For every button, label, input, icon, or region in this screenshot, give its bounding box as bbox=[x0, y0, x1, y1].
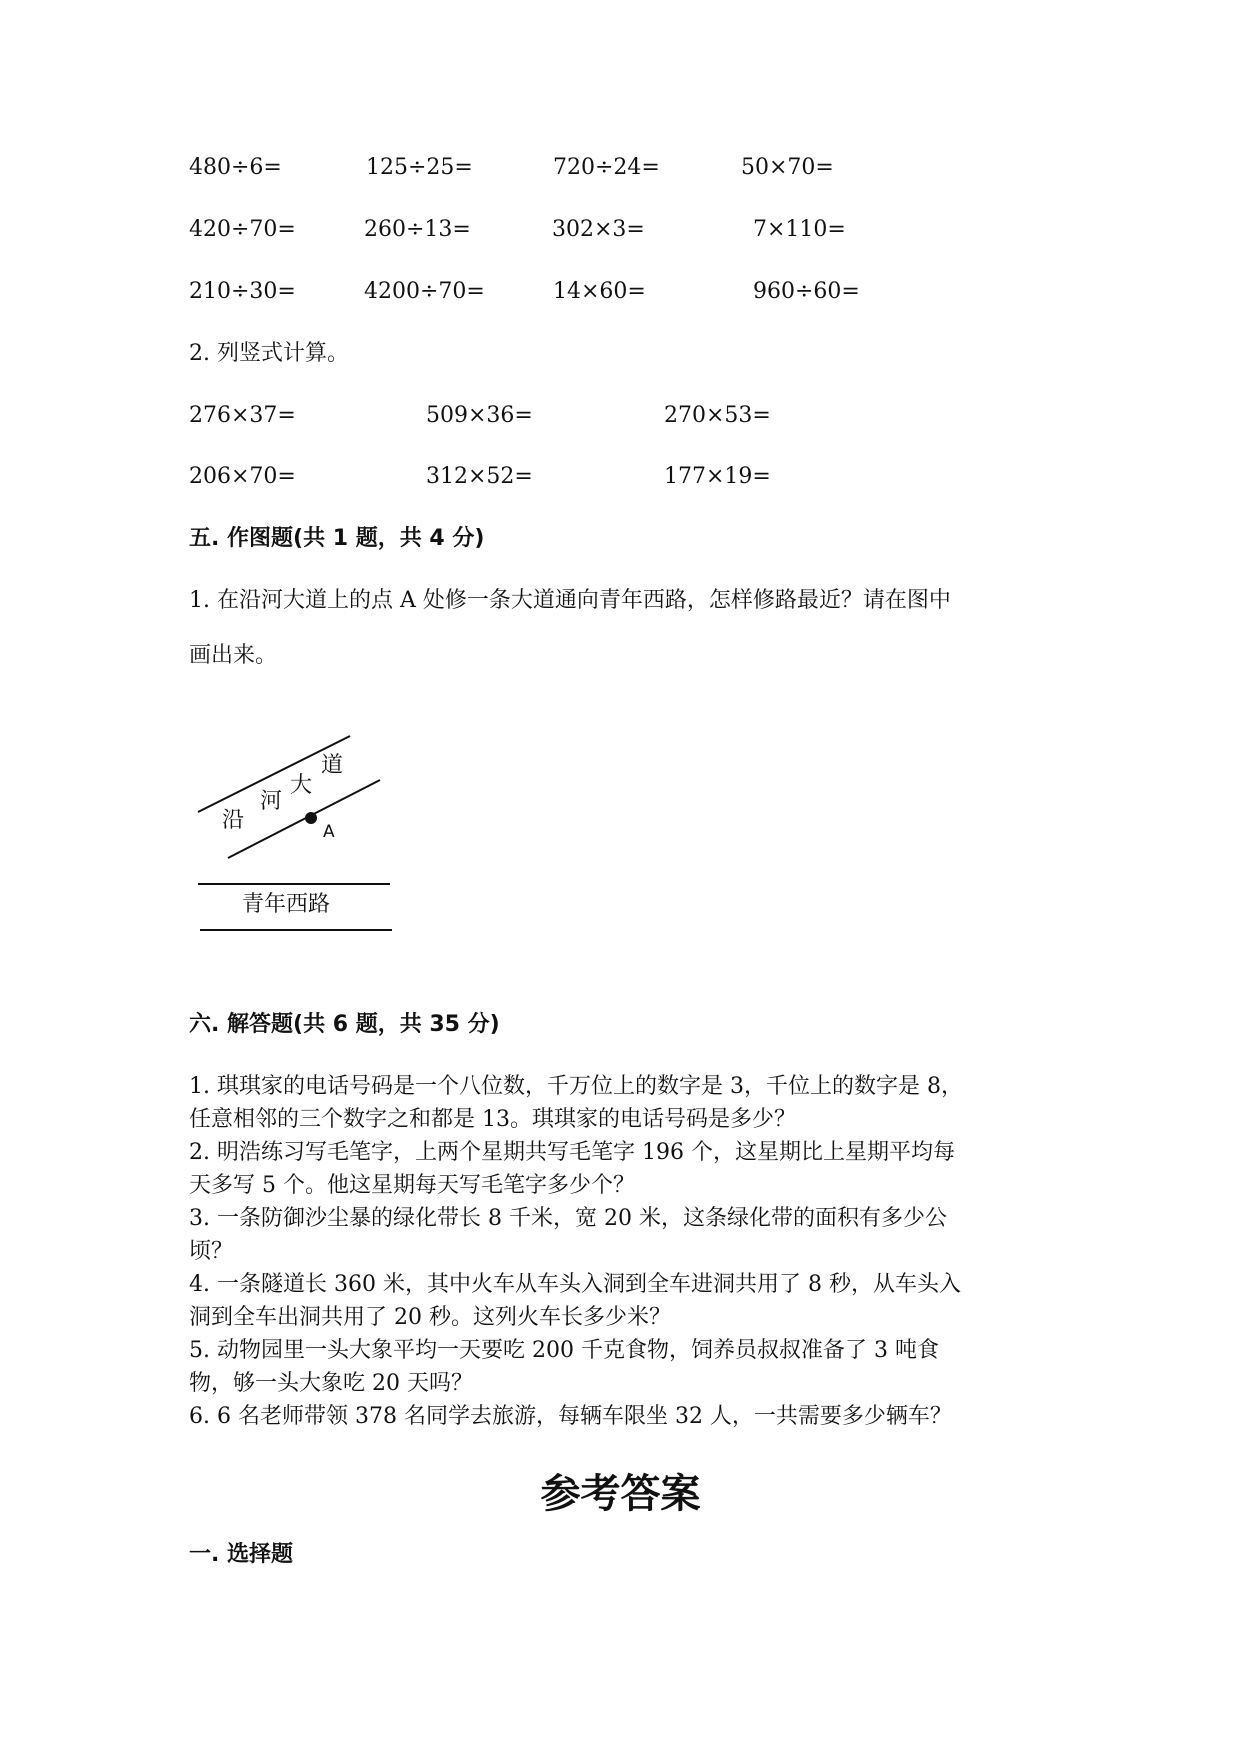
vertical-calc-instruction: 2. 列竖式计算。 bbox=[189, 341, 349, 366]
section5-question-cont: 画出来。 bbox=[189, 643, 278, 668]
street-label: 青年西路 bbox=[242, 892, 331, 917]
road-char-1: 沿 bbox=[222, 808, 245, 833]
answers-title: 参考答案 bbox=[540, 1471, 701, 1517]
vertical-calc-item: 177×19= bbox=[664, 464, 771, 489]
oral-calc-item: 50×70= bbox=[741, 155, 834, 180]
point-a-label: A bbox=[323, 822, 335, 842]
oral-calc-item: 302×3= bbox=[552, 217, 645, 242]
oral-calc-item: 260÷13= bbox=[364, 217, 471, 242]
oral-calc-item: 7×110= bbox=[753, 217, 846, 242]
road-char-2: 河 bbox=[260, 789, 283, 814]
oral-calc-item: 4200÷70= bbox=[364, 279, 485, 304]
question-line: 4. 一条隧道长 360 米，其中火车从车头入洞到全车进洞共用了 8 秒，从车头入 bbox=[189, 1272, 961, 1297]
section5-heading: 五. 作图题(共 1 题，共 4 分) bbox=[189, 526, 485, 551]
oral-calc-item: 720÷24= bbox=[553, 155, 660, 180]
section5-question: 1. 在沿河大道上的点 A 处修一条大道通向青年西路，怎样修路最近？请在图中 bbox=[189, 588, 951, 613]
oral-calc-item: 125÷25= bbox=[366, 155, 473, 180]
oral-calc-item: 210÷30= bbox=[189, 279, 296, 304]
oral-calc-item: 960÷60= bbox=[753, 279, 860, 304]
oral-calc-item: 480÷6= bbox=[189, 155, 282, 180]
road-char-3: 大 bbox=[290, 773, 313, 798]
road-char-4: 道 bbox=[321, 753, 344, 778]
vertical-calc-item: 206×70= bbox=[189, 464, 296, 489]
question-line: 洞到全车出洞共用了 20 秒。这列火车长多少米？ bbox=[189, 1305, 671, 1330]
answers-section1-heading: 一. 选择题 bbox=[189, 1542, 294, 1567]
question-line: 顷？ bbox=[189, 1239, 234, 1264]
question-line: 1. 琪琪家的电话号码是一个八位数，千万位上的数字是 3，千位上的数字是 8， bbox=[189, 1074, 963, 1099]
vertical-calc-item: 312×52= bbox=[426, 464, 533, 489]
section6-heading: 六. 解答题(共 6 题，共 35 分) bbox=[189, 1012, 500, 1037]
road-diagram bbox=[190, 720, 410, 950]
oral-calc-item: 420÷70= bbox=[189, 217, 296, 242]
question-line: 3. 一条防御沙尘暴的绿化带长 8 千米，宽 20 米，这条绿化带的面积有多少公 bbox=[189, 1206, 947, 1231]
vertical-calc-item: 270×53= bbox=[664, 403, 771, 428]
question-line: 任意相邻的三个数字之和都是 13。琪琪家的电话号码是多少？ bbox=[189, 1107, 796, 1132]
question-line: 天多写 5 个。他这星期每天写毛笔字多少个？ bbox=[189, 1173, 635, 1198]
point-a-dot bbox=[305, 812, 317, 824]
question-line: 物，够一头大象吃 20 天吗？ bbox=[189, 1371, 473, 1396]
question-line: 6. 6 名老师带领 378 名同学去旅游，每辆车限坐 32 人，一共需要多少辆车？ bbox=[189, 1404, 952, 1429]
vertical-calc-item: 276×37= bbox=[189, 403, 296, 428]
oral-calc-item: 14×60= bbox=[553, 279, 646, 304]
vertical-calc-item: 509×36= bbox=[426, 403, 533, 428]
question-line: 5. 动物园里一头大象平均一天要吃 200 千克食物，饲养员叔叔准备了 3 吨食 bbox=[189, 1338, 939, 1363]
question-line: 2. 明浩练习写毛笔字，上两个星期共写毛笔字 196 个，这星期比上星期平均每 bbox=[189, 1140, 955, 1165]
